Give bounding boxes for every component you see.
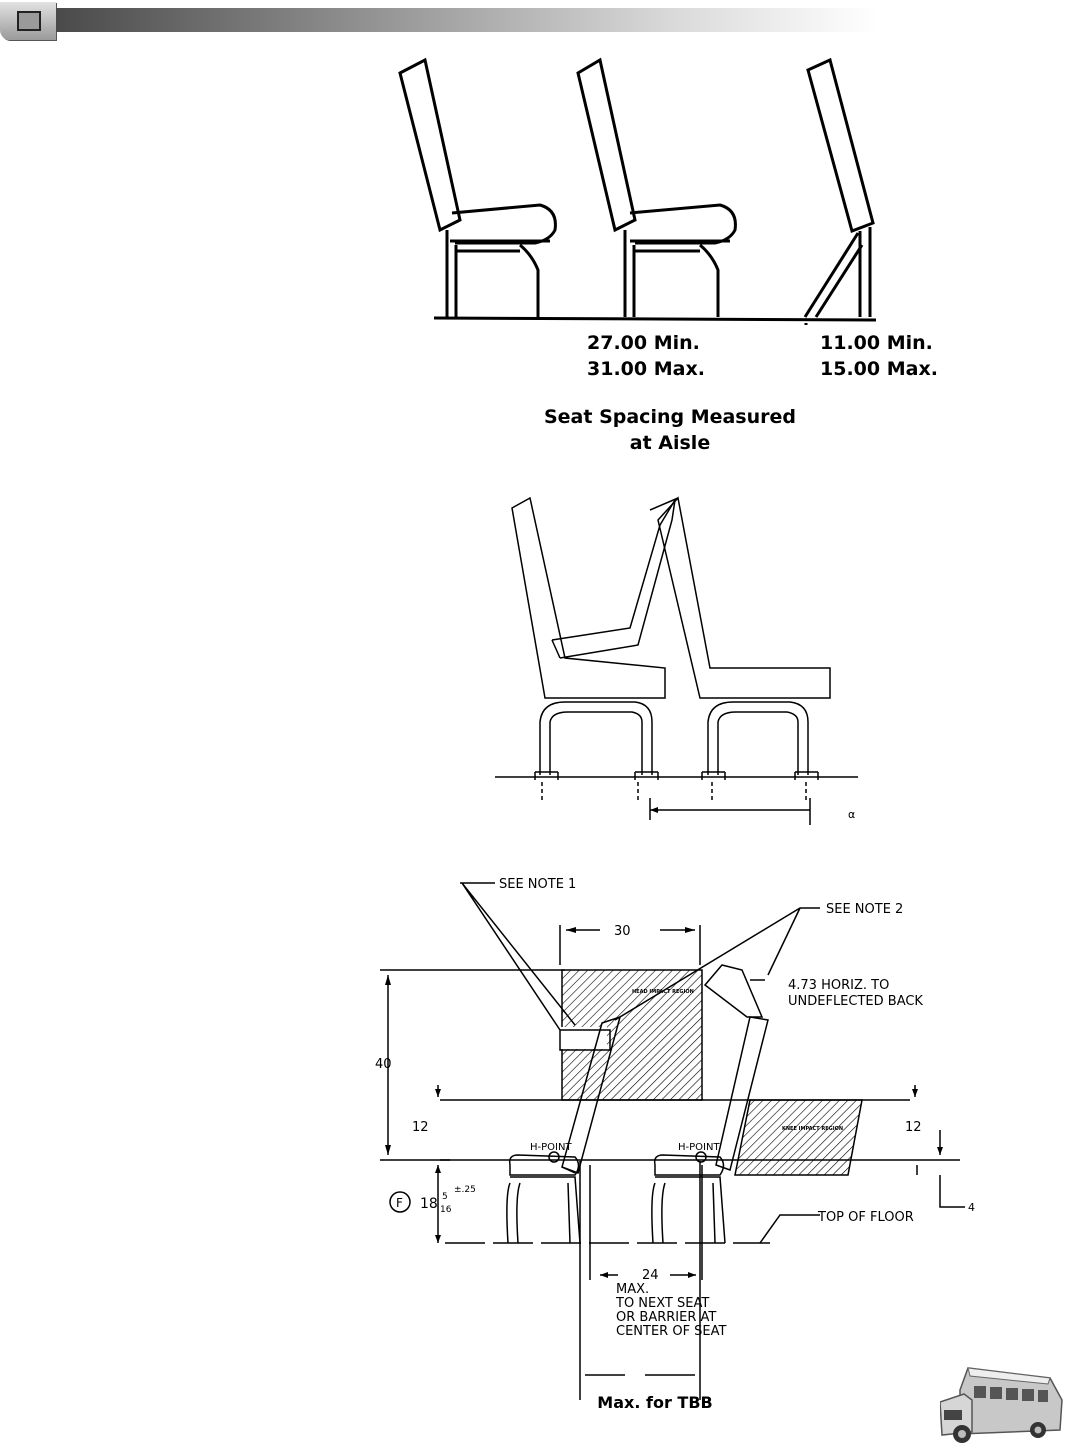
clearance-dimension bbox=[820, 330, 938, 382]
figure3-caption: Max. for TBB bbox=[597, 1393, 713, 1412]
svg-text:5: 5 bbox=[442, 1192, 448, 1202]
floor-line bbox=[434, 318, 876, 320]
seat-leg-2b bbox=[700, 245, 718, 317]
spacing-max-label: 31.00 Max. bbox=[587, 358, 705, 380]
seat-spacing-diagram bbox=[390, 55, 950, 325]
seat-cushion-2 bbox=[630, 205, 735, 243]
knee-impact-region bbox=[735, 1100, 862, 1175]
svg-text:MAX.: MAX. bbox=[616, 1282, 650, 1297]
seat-leg-1b bbox=[520, 245, 538, 317]
see-note-1-label: SEE NOTE 1 bbox=[499, 877, 577, 892]
dim-24-label: 24 bbox=[642, 1268, 659, 1283]
h-point-left-label: H-POINT bbox=[530, 1142, 572, 1153]
school-bus-icon bbox=[940, 1360, 1065, 1445]
top-of-floor-label: TOP OF FLOOR bbox=[818, 1210, 914, 1225]
page-tab-icon bbox=[0, 2, 56, 40]
header-bar bbox=[0, 0, 1069, 40]
spacing-dimension bbox=[587, 330, 705, 382]
svg-text:16: 16 bbox=[440, 1205, 452, 1215]
alpha-marker: α bbox=[848, 808, 856, 821]
clearance-min-label: 11.00 Min. bbox=[820, 332, 933, 354]
seat-back-1 bbox=[400, 60, 460, 230]
dim-18-label: 18 bbox=[420, 1196, 438, 1212]
figure1-caption: Seat Spacing Measured at Aisle bbox=[543, 406, 797, 454]
seat-cushion-1 bbox=[452, 205, 555, 243]
knee-zone-label: KNEE IMPACT REGION bbox=[782, 1126, 844, 1132]
spacing-min-label: 27.00 Min. bbox=[587, 332, 700, 354]
svg-text:CENTER OF SEAT: CENTER OF SEAT bbox=[616, 1324, 727, 1339]
see-note-2-label: SEE NOTE 2 bbox=[826, 902, 904, 917]
head-zone-label: HEAD IMPACT REGION bbox=[632, 989, 694, 995]
barrier bbox=[808, 60, 873, 231]
dim-40-label: 40 bbox=[375, 1057, 392, 1072]
dim-30-label: 30 bbox=[614, 924, 631, 939]
dim-12-left-label: 12 bbox=[412, 1120, 429, 1135]
f-symbol: F bbox=[396, 1196, 403, 1210]
impact-zone-diagram bbox=[370, 865, 990, 1410]
svg-text:OR BARRIER AT: OR BARRIER AT bbox=[616, 1310, 717, 1325]
dim-4-label: 4 bbox=[968, 1201, 975, 1214]
svg-text:TO NEXT SEAT: TO NEXT SEAT bbox=[616, 1296, 710, 1311]
seat-overlap-diagram bbox=[490, 490, 870, 825]
h-point-right-label: H-POINT bbox=[678, 1142, 720, 1153]
horiz-label-1: 4.73 HORIZ. TO bbox=[788, 978, 890, 993]
clearance-max-label: 15.00 Max. bbox=[820, 358, 938, 380]
seat-back-2 bbox=[578, 60, 635, 230]
dim-12-right-label: 12 bbox=[905, 1120, 922, 1135]
header-gradient bbox=[56, 8, 876, 32]
horiz-label-2: UNDEFLECTED BACK bbox=[788, 994, 923, 1009]
svg-text:±.25: ±.25 bbox=[454, 1185, 476, 1195]
